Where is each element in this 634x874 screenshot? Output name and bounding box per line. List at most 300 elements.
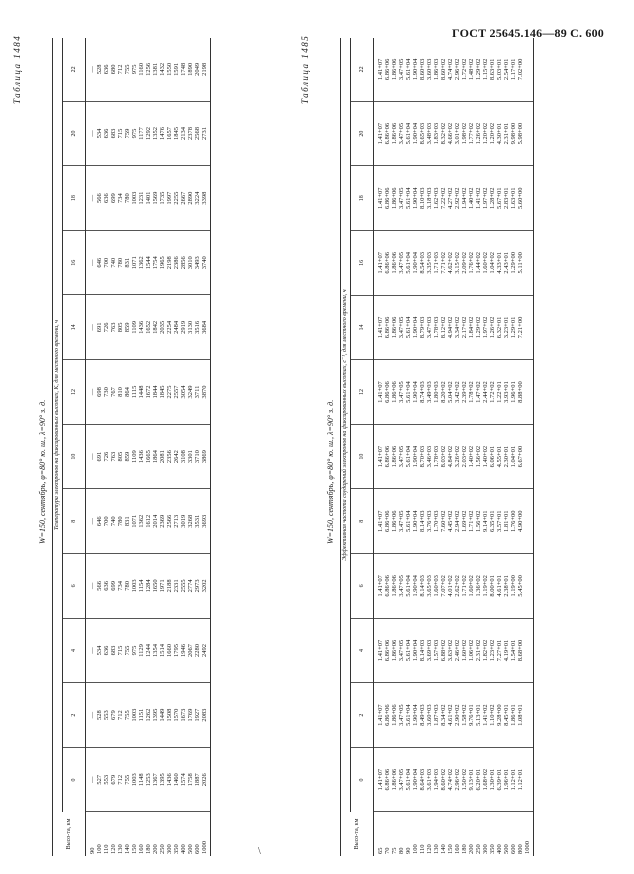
value-cell: 9.13+01: [468, 747, 475, 812]
value-cell: 2275: [166, 360, 173, 425]
value-cell: 1.58+02: [461, 683, 468, 748]
value-cell: —: [86, 360, 97, 425]
value-cell: 1.23+02: [489, 618, 496, 683]
value-cell: 5.04+02: [447, 360, 454, 425]
value-cell: 8.74+03: [419, 360, 426, 425]
value-cell: 683: [110, 618, 117, 683]
value-cell: 1.56+02: [475, 489, 482, 554]
value-cell: 679: [110, 683, 117, 748]
value-cell: 712: [117, 38, 124, 101]
value-cell: 1448: [138, 360, 145, 425]
value-cell: 1.22+01: [496, 360, 503, 425]
value-cell: 3493: [194, 230, 201, 295]
value-cell: 2557: [173, 360, 180, 425]
height-cell: 500: [503, 844, 510, 854]
value-cell: 7.27+01: [496, 618, 503, 683]
value-cell: 2.39+02: [461, 360, 468, 425]
value-cell: 1.29+02: [475, 38, 482, 101]
value-cell: 767: [110, 360, 117, 425]
value-cell: 6.39+01: [496, 747, 503, 812]
value-cell: 553: [103, 683, 110, 748]
height-cell: 160: [454, 844, 461, 854]
value-cell: 636: [103, 618, 110, 683]
value-cell: 712: [117, 683, 124, 748]
value-cell: 2378: [187, 101, 194, 166]
value-cell: 3684: [201, 295, 211, 360]
value-cell: 8.70+03: [419, 424, 426, 489]
value-cell: 3.15+02: [454, 231, 461, 296]
value-cell: 4.30+01: [496, 101, 503, 166]
value-cell: 699: [110, 554, 117, 619]
value-cell: 3.34+02: [454, 295, 461, 360]
value-cell: 2386: [173, 230, 180, 295]
value-cell: [524, 618, 534, 683]
value-cell: 1.90+04: [412, 360, 419, 425]
value-cell: [524, 489, 534, 554]
value-cell: 3.47+05: [398, 38, 405, 101]
value-cell: 1.54+01: [510, 618, 517, 683]
value-cell: 5.61+04: [405, 489, 412, 554]
value-cell: 740: [110, 230, 117, 295]
value-cell: —: [86, 424, 97, 489]
value-cell: 4.61+02: [447, 683, 454, 748]
value-cell: 2081: [159, 424, 166, 489]
value-cell: 698: [96, 360, 103, 425]
value-cell: 1.70+03: [433, 489, 440, 554]
value-cell: 1.15+02: [482, 38, 489, 101]
value-cell: 1.78+02: [468, 360, 475, 425]
value-cell: 864: [124, 360, 131, 425]
column-header: 10: [63, 424, 86, 489]
value-cell: 2.96+02: [454, 747, 461, 812]
value-cell: 1003: [131, 683, 138, 748]
value-cell: 3870: [201, 360, 211, 425]
value-cell: 2.62+02: [454, 554, 461, 619]
value-cell: 1971: [159, 554, 166, 619]
value-cell: 1401: [145, 166, 152, 231]
value-cell: [524, 166, 534, 231]
value-cell: 1.84+02: [468, 295, 475, 360]
value-cell: 1354: [152, 618, 159, 683]
value-cell: 1.90+04: [412, 101, 419, 166]
table-row: [131, 38, 138, 856]
value-cell: 2254: [166, 295, 173, 360]
value-cell: 4.74+02: [447, 38, 454, 101]
value-cell: 780: [117, 489, 124, 554]
column-header: 6: [63, 554, 86, 619]
value-cell: 8.54+03: [419, 231, 426, 296]
value-cell: 1.48+02: [468, 38, 475, 101]
value-cell: 5.61+04: [405, 747, 412, 812]
value-cell: 3.47+05: [398, 618, 405, 683]
value-cell: 1.72+02: [461, 38, 468, 101]
value-cell: 1.68+02: [482, 747, 489, 812]
value-cell: 5.98+00: [517, 101, 524, 166]
value-cell: 5.61+04: [405, 424, 412, 489]
value-cell: 1432: [159, 38, 166, 101]
value-cell: 2492: [201, 618, 211, 683]
value-cell: 730: [103, 360, 110, 425]
table-row: [447, 38, 454, 856]
table-2: [340, 38, 534, 856]
table-row: [489, 38, 496, 856]
value-cell: 6.86+06: [384, 424, 391, 489]
value-cell: 3.61+03: [426, 747, 433, 812]
value-cell: 1.41+07: [374, 38, 385, 101]
value-cell: 1.41+02: [482, 683, 489, 748]
table-row: [86, 38, 97, 856]
value-cell: 1.97+02: [482, 166, 489, 231]
height-cell: 100: [412, 844, 419, 854]
footer-mark: \: [258, 846, 261, 857]
value-cell: 6.86+06: [384, 295, 391, 360]
value-cell: 1.94+02: [461, 166, 468, 231]
value-cell: 566: [96, 554, 103, 619]
value-cell: 3249: [187, 360, 194, 425]
value-cell: 1769: [187, 683, 194, 748]
value-cell: 755: [124, 747, 131, 812]
value-cell: 1.71+02: [468, 489, 475, 554]
value-cell: 3.48+03: [426, 101, 433, 166]
value-cell: 831: [124, 489, 131, 554]
value-cell: 1.29+00: [510, 231, 517, 296]
value-cell: 5.61+04: [405, 231, 412, 296]
value-cell: 700: [103, 489, 110, 554]
height-cell: 350: [489, 844, 496, 854]
value-cell: 1154: [138, 554, 145, 619]
value-cell: 1129: [138, 618, 145, 683]
column-header: 8: [63, 489, 86, 554]
value-cell: —: [86, 618, 97, 683]
value-cell: 1.86+06: [391, 295, 398, 360]
value-cell: 1.86+01: [510, 683, 517, 748]
value-cell: 8.00+01: [489, 554, 496, 619]
column-header: 14: [351, 295, 374, 360]
value-cell: 6.86+06: [384, 360, 391, 425]
value-cell: 1.41+07: [374, 231, 385, 296]
height-cell: 200: [468, 844, 475, 854]
value-cell: 1253: [145, 747, 152, 812]
value-cell: 1.81+01: [503, 489, 510, 554]
column-header: 22: [63, 38, 86, 101]
value-cell: 3.47+05: [398, 554, 405, 619]
value-cell: 740: [110, 489, 117, 554]
value-cell: 691: [96, 295, 103, 360]
value-cell: 1231: [138, 166, 145, 231]
value-cell: 5.61+04: [405, 166, 412, 231]
value-cell: 2026: [201, 747, 211, 812]
value-cell: 2369: [159, 489, 166, 554]
value-cell: 1362: [138, 489, 145, 554]
value-cell: 1.90+04: [412, 747, 419, 812]
value-cell: 1845: [173, 101, 180, 166]
value-cell: 3.46+03: [426, 424, 433, 489]
column-header: 22: [351, 38, 374, 101]
value-cell: 691: [96, 424, 103, 489]
value-cell: 3.69+03: [426, 618, 433, 683]
value-cell: [524, 38, 534, 101]
value-cell: 6.20+01: [475, 747, 482, 812]
value-cell: 3054: [180, 360, 187, 425]
value-cell: 1.41+07: [374, 683, 385, 748]
value-cell: 3710: [194, 424, 201, 489]
table-row: [461, 38, 468, 856]
value-cell: 1.78+03: [433, 424, 440, 489]
value-cell: 6.86+06: [384, 554, 391, 619]
value-cell: —: [86, 230, 97, 295]
value-cell: 3019: [180, 489, 187, 554]
value-cell: 831: [124, 230, 131, 295]
value-cell: 6.86+06: [384, 231, 391, 296]
value-cell: 4.33+01: [496, 231, 503, 296]
value-cell: 5.61+04: [405, 554, 412, 619]
value-cell: 1.29+01: [510, 295, 517, 360]
table-row: [145, 38, 152, 856]
value-cell: 1612: [145, 489, 152, 554]
value-cell: 763: [110, 295, 117, 360]
value-cell: 7.21+00: [517, 295, 524, 360]
value-cell: 1.96+01: [503, 747, 510, 812]
value-cell: 975: [131, 101, 138, 166]
value-cell: 2.09+02: [461, 231, 468, 296]
value-cell: 1.86+06: [391, 424, 398, 489]
value-cell: 1071: [131, 230, 138, 295]
value-cell: 1.10+02: [489, 683, 496, 748]
value-cell: 1.08+01: [517, 683, 524, 748]
value-cell: 1673: [180, 683, 187, 748]
value-cell: 1748: [180, 38, 187, 101]
table-row: [517, 38, 524, 856]
value-cell: 1.71+03: [433, 231, 440, 296]
value-cell: 4.62+02: [447, 231, 454, 296]
table-row: [482, 38, 489, 856]
value-cell: 8.60+02: [440, 747, 447, 812]
value-cell: 1.90+04: [412, 489, 419, 554]
table-row: [117, 38, 124, 856]
value-cell: 8.32+02: [440, 101, 447, 166]
height-cell: 140: [124, 844, 131, 854]
height-cell: 300: [166, 844, 173, 854]
value-cell: [524, 424, 534, 489]
value-cell: 8.45+01: [503, 683, 510, 748]
value-cell: 3.01+02: [454, 101, 461, 166]
column-header: 20: [351, 101, 374, 166]
value-cell: 2067: [187, 618, 194, 683]
table-row: [110, 38, 117, 856]
value-cell: 2.46+02: [454, 618, 461, 683]
value-cell: 636: [103, 554, 110, 619]
value-cell: 1.71+02: [461, 554, 468, 619]
value-cell: 6.35+01: [489, 489, 496, 554]
value-cell: [524, 554, 534, 619]
value-cell: 1367: [152, 747, 159, 812]
value-cell: 2.96+02: [454, 38, 461, 101]
value-cell: 6.88+02: [440, 618, 447, 683]
value-cell: 780: [124, 166, 131, 231]
table-row: [510, 38, 517, 856]
value-cell: 1735: [159, 166, 166, 231]
value-cell: 3531: [194, 489, 201, 554]
value-cell: 1109: [131, 295, 138, 360]
height-cell: 350: [173, 844, 180, 854]
value-cell: 1887: [194, 747, 201, 812]
value-cell: 6.86+06: [384, 747, 391, 812]
value-cell: 1.26+02: [489, 295, 496, 360]
value-cell: 2667: [180, 166, 187, 231]
value-cell: 3.47+05: [398, 231, 405, 296]
value-cell: 1.41+07: [374, 166, 385, 231]
value-cell: 1449: [159, 683, 166, 748]
height-cell: 500: [187, 844, 194, 854]
value-cell: 1256: [145, 38, 152, 101]
value-cell: 1.86+06: [391, 554, 398, 619]
height-cell: 400: [180, 844, 187, 854]
value-cell: 1652: [145, 295, 152, 360]
column-header: 0: [63, 747, 86, 812]
table-1-label: Таблица 1484: [12, 34, 22, 104]
value-cell: 1.90+04: [412, 295, 419, 360]
value-cell: 8.20+02: [440, 360, 447, 425]
value-cell: 2.31+01: [503, 101, 510, 166]
value-cell: 1.41+07: [374, 554, 385, 619]
height-cell: 800: [517, 844, 524, 854]
value-cell: 1.62+03: [433, 166, 440, 231]
value-cell: 1.20+02: [482, 101, 489, 166]
value-cell: 2.17+02: [461, 295, 468, 360]
value-cell: 5.67+01: [496, 166, 503, 231]
value-cell: 1.56+02: [475, 424, 482, 489]
value-cell: 2890: [187, 166, 194, 231]
height-cell: 110: [419, 844, 426, 854]
value-cell: 700: [103, 230, 110, 295]
value-cell: 1.96+01: [510, 360, 517, 425]
value-cell: 2188: [166, 554, 173, 619]
value-cell: 1.36+02: [475, 554, 482, 619]
value-cell: —: [86, 683, 97, 748]
value-cell: 2035: [159, 295, 166, 360]
value-cell: 1.90+04: [412, 618, 419, 683]
value-cell: 1.30+01: [489, 747, 496, 812]
height-cell: 65: [377, 847, 384, 854]
value-cell: 8.60+02: [440, 38, 447, 101]
value-cell: 805: [117, 424, 124, 489]
value-cell: 1842: [152, 295, 159, 360]
value-cell: 8.64+03: [419, 747, 426, 812]
value-cell: 726: [103, 424, 110, 489]
height-cell: 1000: [524, 812, 534, 856]
height-cell: 180: [145, 844, 152, 854]
value-cell: 3516: [194, 295, 201, 360]
value-cell: 1.12+01: [510, 747, 517, 812]
table-row: [138, 38, 145, 856]
value-cell: 1160: [138, 38, 145, 101]
value-cell: 1.78+03: [433, 295, 440, 360]
value-cell: 8.49+03: [419, 683, 426, 748]
value-cell: 1.60+02: [461, 618, 468, 683]
column-header: 2: [63, 683, 86, 748]
value-cell: 528: [96, 38, 103, 101]
value-cell: 679: [110, 747, 117, 812]
value-cell: 4.66+02: [447, 101, 454, 166]
value-cell: 1946: [180, 618, 187, 683]
value-cell: 2642: [173, 424, 180, 489]
table-row: [173, 38, 180, 856]
value-cell: 2.54+01: [503, 38, 510, 101]
value-cell: 8.14+03: [419, 554, 426, 619]
value-cell: 8.68+00: [517, 618, 524, 683]
value-cell: 4.27+02: [447, 166, 454, 231]
value-cell: 3.57+01: [496, 489, 503, 554]
value-cell: 5.61+04: [405, 295, 412, 360]
value-cell: 859: [124, 424, 131, 489]
value-cell: 6.86+06: [384, 38, 391, 101]
value-cell: —: [86, 38, 97, 101]
value-cell: 1003: [131, 747, 138, 812]
value-cell: 1.57+03: [433, 618, 440, 683]
value-cell: 1395: [159, 747, 166, 812]
value-cell: 8.65+03: [419, 101, 426, 166]
value-cell: 1.72+02: [489, 360, 496, 425]
height-cell: 120: [426, 844, 433, 854]
value-cell: 3398: [201, 166, 211, 231]
value-cell: 3869: [201, 424, 211, 489]
value-cell: 3108: [180, 424, 187, 489]
value-cell: 2973: [194, 554, 201, 619]
value-cell: 1460: [173, 747, 180, 812]
value-cell: 726: [103, 295, 110, 360]
value-cell: 1591: [173, 38, 180, 101]
value-cell: 3.47+05: [398, 295, 405, 360]
value-cell: —: [86, 554, 97, 619]
value-cell: 2.94+02: [454, 489, 461, 554]
value-cell: 6.86+06: [384, 489, 391, 554]
value-cell: 1864: [152, 424, 159, 489]
value-cell: 1.90+04: [412, 38, 419, 101]
value-cell: 8.10+03: [419, 166, 426, 231]
value-cell: 2484: [173, 295, 180, 360]
value-cell: 1436: [138, 424, 145, 489]
value-cell: 7.60+02: [440, 489, 447, 554]
height-cell: 120: [110, 844, 117, 854]
value-cell: 2.90+02: [454, 683, 461, 748]
value-cell: 3.47+05: [398, 360, 405, 425]
value-cell: 1.87+03: [433, 683, 440, 748]
table-row: [384, 38, 391, 856]
value-cell: 1177: [138, 101, 145, 166]
value-cell: 2331: [173, 554, 180, 619]
value-cell: 1.40+02: [482, 424, 489, 489]
value-cell: 3.47+05: [398, 101, 405, 166]
value-cell: 1.41+07: [374, 295, 385, 360]
column-header: 12: [63, 360, 86, 425]
table-row: [468, 38, 475, 856]
value-cell: 1890: [187, 38, 194, 101]
table-1-subtitle: Температура электронов на фиксированных высотах, К, для местного времени, ч: [53, 38, 63, 812]
value-cell: 1.94+03: [433, 747, 440, 812]
height-cell: 600: [194, 844, 201, 854]
value-cell: 1.69+02: [461, 489, 468, 554]
value-cell: 4.90+00: [517, 489, 524, 554]
height-cell: 150: [131, 844, 138, 854]
value-cell: 859: [124, 295, 131, 360]
height-cell: 300: [482, 844, 489, 854]
height-cell: 110: [103, 844, 110, 854]
value-cell: 636: [103, 166, 110, 231]
value-cell: 2713: [173, 489, 180, 554]
value-cell: 2856: [180, 230, 187, 295]
table-row: [440, 38, 447, 856]
table-row: [405, 38, 412, 856]
